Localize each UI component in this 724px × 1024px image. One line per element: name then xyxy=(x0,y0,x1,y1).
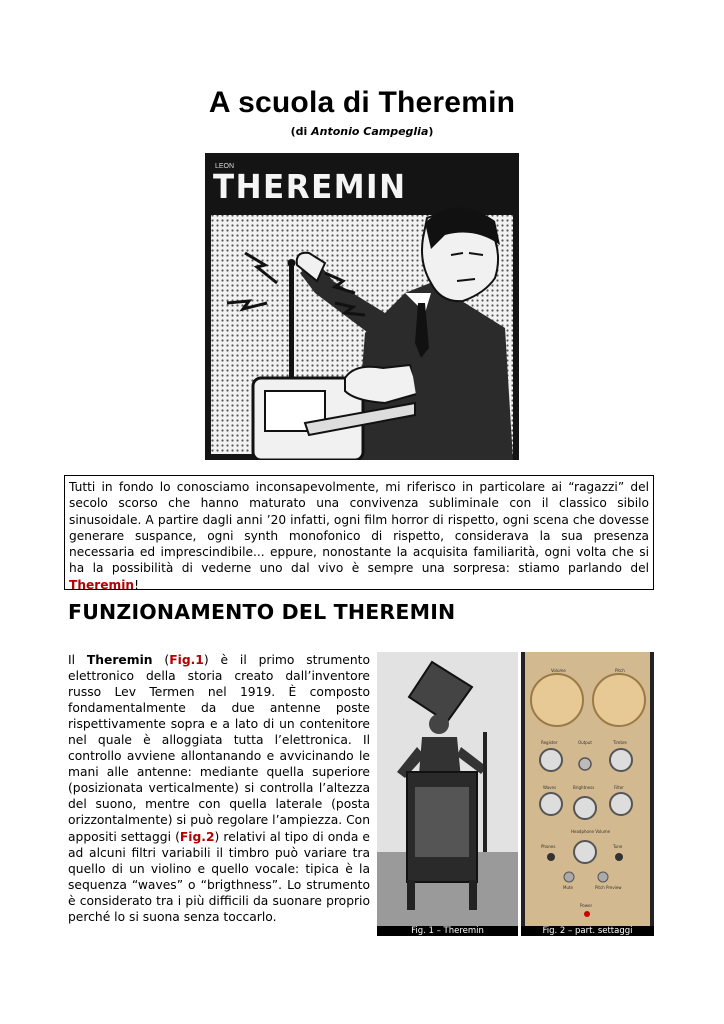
svg-text:Brightness: Brightness xyxy=(573,785,595,790)
svg-text:Volume: Volume xyxy=(551,668,566,673)
intro-highlight: Theremin xyxy=(69,577,135,592)
svg-text:Register: Register xyxy=(541,740,558,745)
fig2-photo xyxy=(521,652,654,926)
intro-text: Tutti in fondo lo conosciamo inconsapevolmente, mi riferisco in particolare ai “ragazzi” del secolo scorso che hanno maturato una convivenza subliminale con il classico sibilo sinusoidale. A partire dagli anni ’20 infatti, ogni film horror di rispetto, ogni scena che dovesse generare suspance, ogni synth monofonico di rispetto, considerava la sua presenza necessaria ed imprescindibile... eppure, nonostante la acquisita familiarità, ogni volta che si ha la possibilità di vederne uno dal vivo è sempre una sorpresa: stiamo parlando del xyxy=(69,480,649,576)
svg-text:Tune: Tune xyxy=(613,844,623,849)
fig1-reference: Fig.1 xyxy=(169,653,204,667)
svg-text:Filter: Filter xyxy=(614,785,624,790)
svg-text:Pitch Preview: Pitch Preview xyxy=(595,885,622,890)
fig1-caption: Fig. 1 – Theremin xyxy=(377,926,518,936)
svg-text:Headphone Volume: Headphone Volume xyxy=(571,829,611,834)
theremin-poster-image xyxy=(205,153,519,460)
poster-brand-large: THEREMIN xyxy=(213,169,407,207)
svg-text:Output: Output xyxy=(578,740,592,745)
svg-text:Phones: Phones xyxy=(541,844,556,849)
fig2-reference: Fig.2 xyxy=(179,829,215,844)
body-paragraph: Il Theremin (Fig.1) è il primo strumento elettronico della storia creato dall’inventore russo Lev Termen nel 1919. È composto fondamentalmente da due antenne poste rispettivamente sopra e a lato di un contenitore nel quale è alloggiata tutta l’elettronica. Il controllo avviene allontanando e avvicinando le mani alle antenne: mediante quella superiore (posizionata verticalmente) si controlla l’altezza del suono, mentre con quella laterale (posta orizzontalmente) si può regolare l’ampiezza. Con appositi settaggi (Fig.2) relativi al tipo di onda e ad alcuni filtri variabili il timbro può variare tra quello di un violino e quello vocale: tipica è la sequenza “waves” o “brigthness”. Lo strumento è considerato tra i più difficili da suonare proprio perché lo si suona senza toccarlo. xyxy=(68,653,371,924)
poster-illustration xyxy=(205,153,519,460)
svg-text:Timbre: Timbre xyxy=(613,740,627,745)
byline: (di Antonio Campeglia) xyxy=(290,125,434,138)
page-title: A scuola di Theremin xyxy=(208,86,516,119)
intro-end: ! xyxy=(134,577,139,592)
svg-text:Pitch: Pitch xyxy=(615,668,625,673)
term-theremin: Theremin xyxy=(86,653,153,667)
intro-box xyxy=(64,475,654,590)
fig1-photo xyxy=(377,652,518,926)
author-name: Antonio Campeglia xyxy=(311,125,429,138)
section-heading: FUNZIONAMENTO DEL THEREMIN xyxy=(68,600,456,624)
poster-brand-small: LEON xyxy=(215,163,235,170)
fig2-caption: Fig. 2 – part. settaggi xyxy=(521,926,654,936)
svg-text:Power: Power xyxy=(580,903,593,908)
svg-text:Waves: Waves xyxy=(543,785,557,790)
svg-text:Mute: Mute xyxy=(563,885,574,890)
